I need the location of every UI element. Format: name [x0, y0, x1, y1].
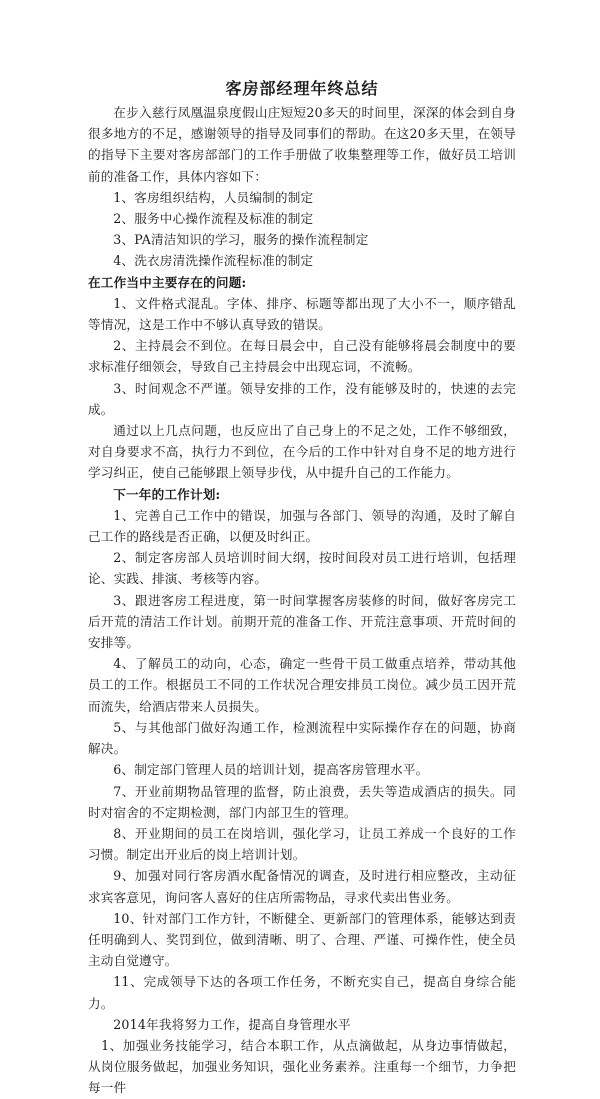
paragraph: 4、了解员工的动向，心态，确定一些骨干员工做重点培养，带动其他员工的工作。根据员工不同的工作状况合理安排员工岗位。减少员工因开荒而流失，给酒店带来人员损失。 — [88, 656, 516, 714]
section-heading: 在工作当中主要存在的问题: — [88, 274, 247, 290]
paragraph: 3、PA清洁知识的学习，服务的操作流程制定 — [113, 232, 369, 248]
paragraph: 1、加强业务技能学习，结合本职工作，从点滴做起，从身边事情做起，从岗位服务做起，加强业务知识，强化业务素养。注重每一个细节，力争把每一件 — [88, 1037, 516, 1096]
paragraph: 2、主持晨会不到位。在每日晨会中，自己没有能够将晨会制度中的要求标准仔细领会，导致自己主持晨会中出现忘词，不流畅。 — [88, 338, 516, 375]
section-heading: 下一年的工作计划: — [113, 486, 221, 502]
paragraph: 1、文件格式混乱。字体、排序、标题等都出现了大小不一，顺序错乱等情况，这是工作中不够认真导致的错误。 — [88, 295, 516, 333]
paragraph: 6、制定部门管理人员的培训计划，提高客房管理水平。 — [113, 762, 429, 778]
paragraph: 11、完成领导下达的各项工作任务，不断充实自己，提高自身综合能力。 — [88, 974, 516, 1011]
paragraph: 5、与其他部门做好沟通工作，检测流程中实际操作存在的问题，协商解决。 — [88, 719, 516, 757]
paragraph: 通过以上几点问题，也反应出了自己身上的不足之处，工作不够细致，对自身要求不高，执行力不到位，在今后的工作中针对自身不足的地方进行学习纠正，使自己能够跟上领导步伐，从中提升自己的工作能力。 — [88, 423, 516, 481]
paragraph: 7、开业前期物品管理的监督，防止浪费，丢失等造成酒店的损失。同时对宿舍的不定期检测，部门内部卫生的管理。 — [88, 783, 516, 820]
paragraph: 1、客房组织结构，人员编制的制定 — [113, 189, 314, 205]
paragraph: 1、完善自己工作中的错误，加强与各部门、领导的沟通，及时了解自己工作的路线是否正确，以便及时纠正。 — [88, 507, 516, 545]
paragraph: 2、制定客房部人员培训时间大纲，按时间段对员工进行培训，包括理论、实践、排演、考核等内容。 — [88, 550, 516, 587]
paragraph: 3、跟进客房工程进度，第一时间掌握客房装修的时间，做好客房完工后开荒的清洁工作计划。前期开荒的准备工作、开荒注意事项、开荒时间的安排等。 — [88, 592, 516, 651]
document-body — [88, 102, 516, 1099]
paragraph: 10、针对部门工作方针，不断健全、更新部门的管理体系，能够达到责任明确到人、奖罚到位，做到清晰、明了、合理、严谨、可操作性，使全员主动自觉遵守。 — [88, 910, 516, 969]
paragraph: 4、洗衣房清洗操作流程标准的制定 — [113, 253, 314, 269]
paragraph: 2014年我将努力工作，提高自身管理水平 — [113, 1016, 351, 1032]
paragraph: 9、加强对同行客房酒水配备情况的调查，及时进行相应整改，主动征求宾客意见，询问客人喜好的住店所需物品，寻求代卖出售业务。 — [88, 868, 516, 905]
paragraph: 2、服务中心操作流程及标准的制定 — [113, 211, 314, 227]
paragraph: 在步入慈行凤凰温泉度假山庄短短20多天的时间里，深深的体会到自身很多地方的不足，感谢领导的指导及同事们的帮助。在这20多天里，在领导的指导下主要对客房部部门的工作手册做了收集整理等工作，做好员工培训前的准备工作，具体内容如下： — [88, 105, 516, 184]
paragraph: 3、时间观念不严谨。领导安排的工作，没有能够及时的，快速的去完成。 — [88, 380, 516, 417]
document-title: 客房部经理年终总结 — [225, 79, 379, 98]
document-page — [88, 78, 516, 1099]
paragraph: 8、开业期间的员工在岗培训，强化学习，让员工养成一个良好的工作习惯。制定出开业后的岗上培训计划。 — [88, 825, 516, 863]
